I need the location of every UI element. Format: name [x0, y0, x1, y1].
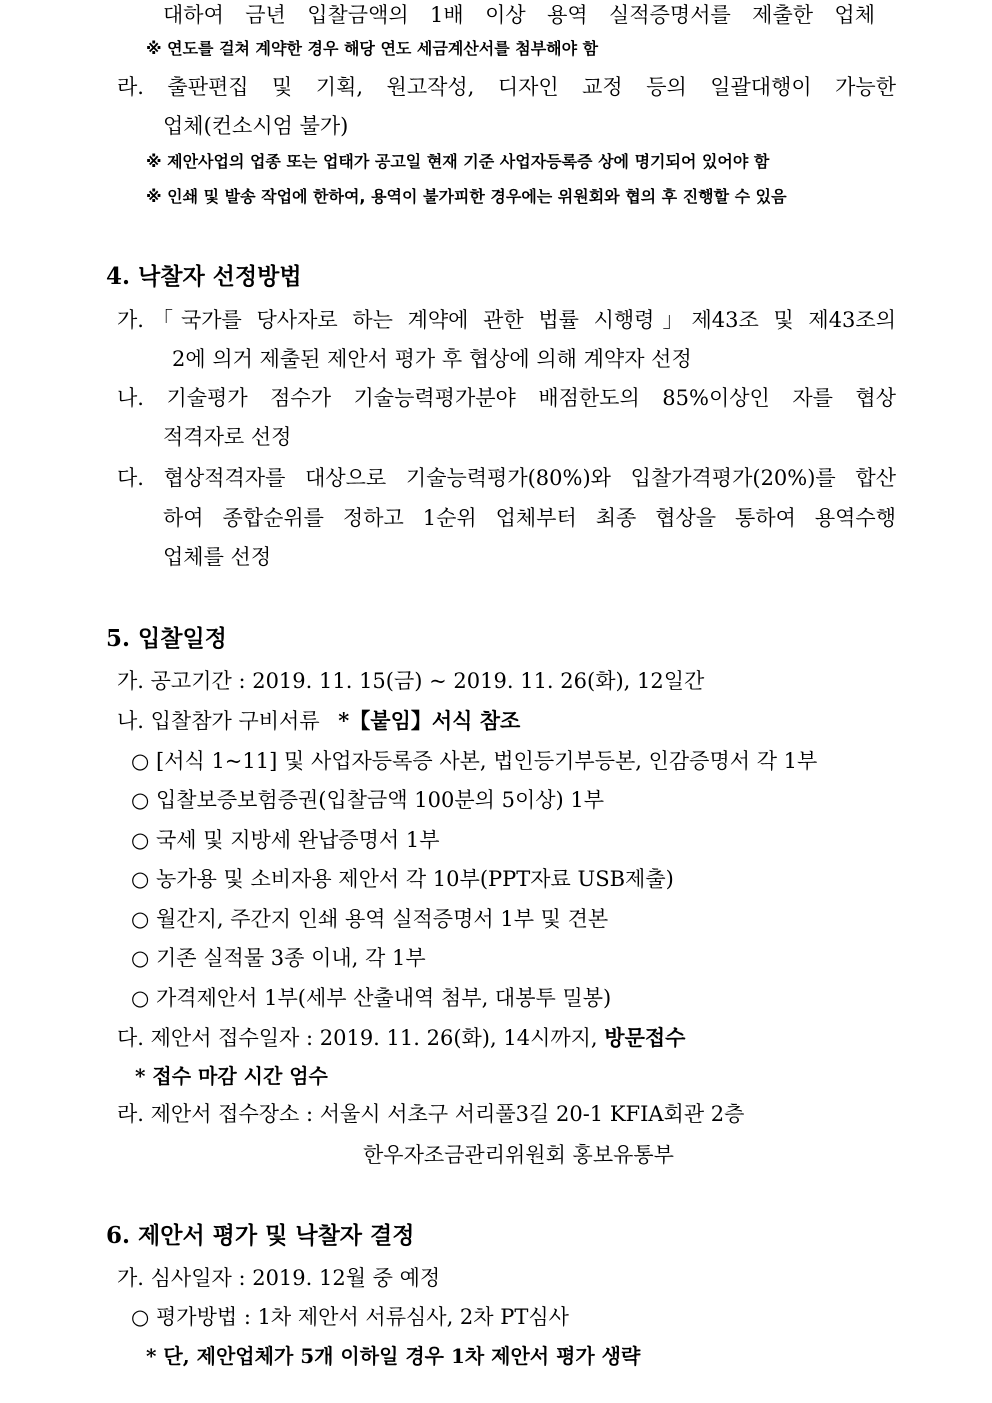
- body-line: 가. 공고기간 : 2019. 11. 15(금) ~ 2019. 11. 26(화), 12일간: [117, 669, 705, 693]
- body-line: 대하여 금년 입찰금액의 1배 이상 용역 실적증명서를 제출한 업체: [163, 3, 875, 27]
- list-item: ○ 농가용 및 소비자용 제안서 각 10부(PPT자료 USB제출): [131, 867, 674, 891]
- list-item: ○ 국세 및 지방세 완납증명서 1부: [131, 828, 440, 852]
- body-line: 하여 종합순위를 정하고 1순위 업체부터 최종 협상을 통하여 용역수행: [163, 506, 896, 530]
- body-line: [117, 1023, 685, 1053]
- body-line: 업체를 선정: [163, 545, 272, 569]
- note-line: ※ 연도를 걸쳐 계약한 경우 해당 연도 세금계산서를 첨부해야 함: [146, 39, 599, 58]
- body-line: 적격자로 선정: [163, 425, 292, 449]
- body-line: 업체(컨소시엄 불가): [163, 114, 349, 138]
- section-heading: 4. 낙찰자 선정방법: [106, 263, 302, 290]
- list-item: ○ 기존 실적물 3종 이내, 각 1부: [131, 946, 426, 970]
- body-line: 가.「국가를 당사자로 하는 계약에 관한 법률 시행령」제43조 및 제43조의: [117, 308, 896, 332]
- visit-submission: 방문접수: [604, 1025, 686, 1050]
- deadline-note: * 접수 마감 시간 엄수: [135, 1064, 328, 1088]
- list-item: ○ 평가방법 : 1차 제안서 서류심사, 2차 PT심사: [131, 1305, 569, 1329]
- list-item: ○ [서식 1~11] 및 사업자등록증 사본, 법인등기부등본, 인감증명서 각 1부: [131, 749, 818, 773]
- list-item: ○ 월간지, 주간지 인쇄 용역 실적증명서 1부 및 견본: [131, 907, 609, 931]
- body-line: 다. 협상적격자를 대상으로 기술능력평가(80%)와 입찰가격평가(20%)를 합산: [117, 466, 896, 490]
- section-heading: 6. 제안서 평가 및 낙찰자 결정: [106, 1222, 415, 1249]
- note-line: ※ 제안사업의 업종 또는 업태가 공고일 현재 기준 사업자등록증 상에 명기되어 있어야 함: [146, 152, 770, 171]
- body-line: 한우자조금관리위원회 홍보유통부: [363, 1143, 674, 1167]
- note-line: ※ 인쇄 및 발송 작업에 한하여, 용역이 불가피한 경우에는 위원회와 협의 후 진행할 수 있음: [146, 187, 787, 206]
- evaluation-note: * 단, 제안업체가 5개 이하일 경우 1차 제안서 평가 생략: [146, 1344, 641, 1368]
- section-heading: 5. 입찰일정: [106, 625, 227, 652]
- list-item: ○ 가격제안서 1부(세부 산출내역 첨부, 대봉투 밀봉): [131, 986, 612, 1010]
- body-line: 라. 출판편집 및 기획, 원고작성, 디자인 교정 등의 일괄대행이 가능한: [117, 75, 896, 99]
- list-item: ○ 입찰보증보험증권(입찰금액 100분의 5이상) 1부: [131, 788, 605, 812]
- body-text: 다. 제안서 접수일자 : 2019. 11. 26(화), 14시까지,: [117, 1026, 598, 1050]
- body-line: 가. 심사일자 : 2019. 12월 중 예정: [117, 1266, 441, 1290]
- body-line: [117, 706, 520, 736]
- body-line: 라. 제안서 접수장소 : 서울시 서초구 서리풀3길 20-1 KFIA회관 2층: [117, 1102, 745, 1126]
- body-line: 2에 의거 제출된 제안서 평가 후 협상에 의해 계약자 선정: [172, 347, 692, 371]
- body-text: 나. 입찰참가 구비서류: [117, 709, 320, 733]
- body-line: 나. 기술평가 점수가 기술능력평가분야 배점한도의 85%이상인 자를 협상: [117, 386, 896, 410]
- attachment-note: *【붙임】서식 참조: [338, 708, 521, 733]
